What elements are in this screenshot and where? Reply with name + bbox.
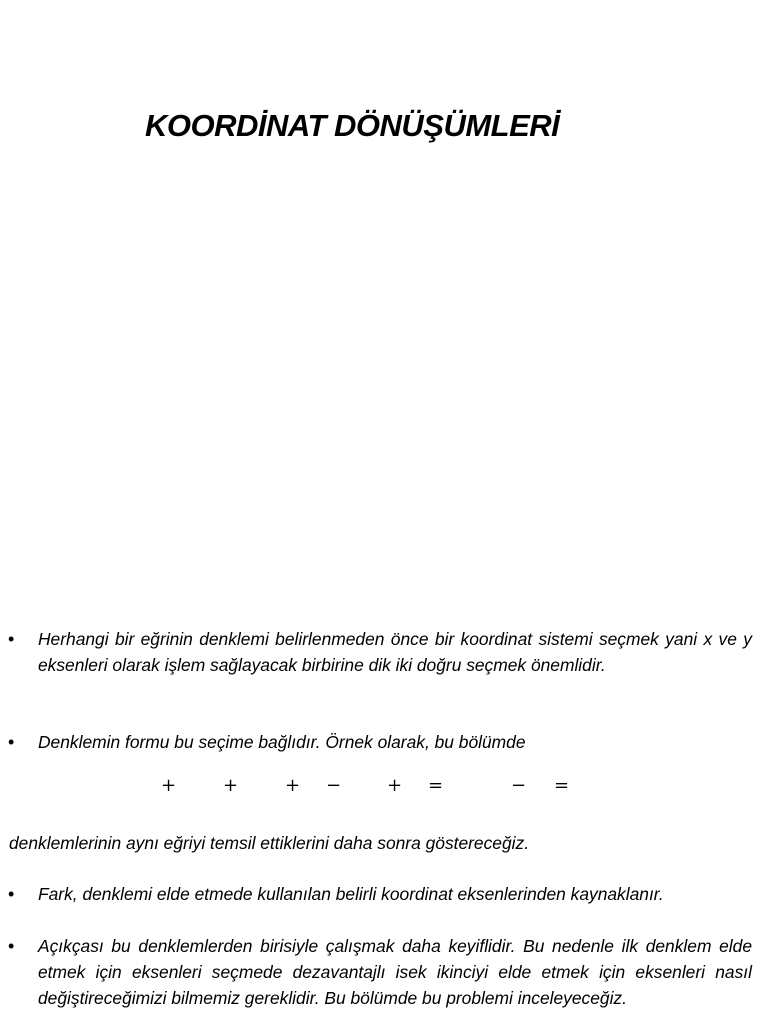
- bullet-text: Herhangi bir eğrinin denklemi belirlenmeden önce bir koordinat sistemi seçmek yani x ve y eksenleri olarak işlem sağlayacak birbirine dik iki doğru seçmek önemlidir.: [38, 629, 752, 675]
- page-title: KOORDİNAT DÖNÜŞÜMLERİ: [145, 108, 560, 143]
- bullet-icon: •: [8, 732, 15, 752]
- equation-operator: −: [511, 775, 527, 796]
- equation-operator: =: [428, 775, 444, 796]
- bullet-icon: •: [8, 629, 15, 649]
- equation-row: [0, 773, 768, 799]
- paragraph-text: denklemlerinin aynı eğriyi temsil ettiklerini daha sonra göstereceğiz.: [9, 833, 530, 853]
- bullet-text: Fark, denklemi elde etmede kullanılan belirli koordinat eksenlerinden kaynaklanır.: [38, 884, 664, 904]
- bullet-icon: •: [8, 884, 15, 904]
- equation-operator: +: [285, 775, 301, 796]
- equation-operator: −: [326, 775, 342, 796]
- bullet-text: Açıkçası bu denklemlerden birisiyle çalışmak daha keyiflidir. Bu nedenle ilk denklem elde etmek için eksenleri seçmede dezavantajlı isek ikinciyi elde etmek için eksenleri nasıl değiştireceğimizi bilmemiz gereklidir. Bu bölümde bu problemi inceleyeceğiz.: [38, 936, 752, 1008]
- equation-operator: =: [554, 775, 570, 796]
- equation-operator: +: [161, 775, 177, 796]
- equation-operator: +: [387, 775, 403, 796]
- equation-operator: +: [223, 775, 239, 796]
- bullet-icon: •: [8, 936, 15, 956]
- bullet-text: Denklemin formu bu seçime bağlıdır. Örnek olarak, bu bölümde: [38, 732, 526, 752]
